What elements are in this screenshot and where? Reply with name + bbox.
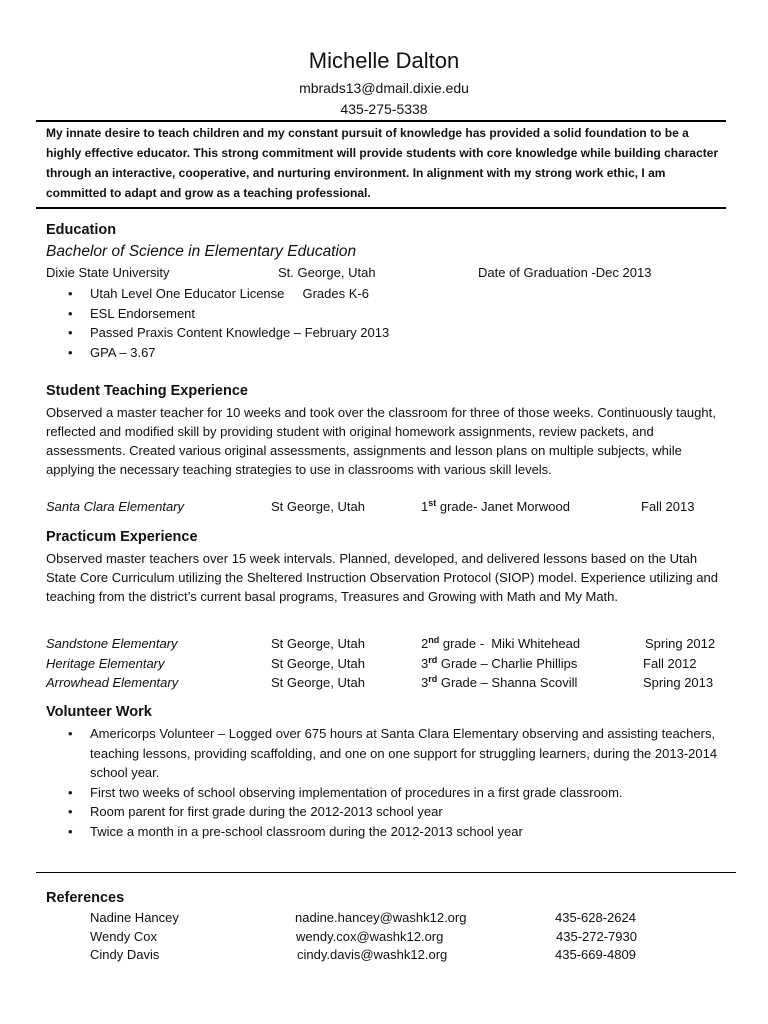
experience-location: St George, Utah xyxy=(271,499,365,514)
experience-location: St George, Utah xyxy=(271,656,365,671)
references-divider xyxy=(36,872,736,873)
student-teaching-heading: Student Teaching Experience xyxy=(46,383,248,399)
experience-term: Fall 2013 xyxy=(641,499,695,514)
list-item-text: GPA – 3.67 xyxy=(90,345,156,361)
grade-teacher: grade - Miki Whitehead xyxy=(439,636,581,651)
applicant-name: Michelle Dalton xyxy=(308,48,460,73)
experience-grade xyxy=(421,656,577,671)
reference-email: wendy.cox@washk12.org xyxy=(296,929,444,944)
education-heading: Education xyxy=(46,222,117,238)
reference-name: Cindy Davis xyxy=(90,947,160,962)
university-name: Dixie State University xyxy=(46,265,170,280)
grade-number: 2 xyxy=(421,636,429,651)
list-item-text: Americorps Volunteer – Logged over 675 hours at Santa Clara Elementary observing and assisting teachers, teaching lessons, providing scaffolding, and one on one support for struggling learners, during the 2013-2014 school year. xyxy=(90,726,718,780)
volunteer-heading: Volunteer Work xyxy=(46,704,152,720)
experience-school: Heritage Elementary xyxy=(46,656,165,671)
list-item xyxy=(46,284,389,304)
experience-term: Spring 2013 xyxy=(643,675,714,690)
reference-phone: 435-669-4809 xyxy=(555,947,636,962)
experience-school: Sandstone Elementary xyxy=(46,636,178,651)
reference-name: Nadine Hancey xyxy=(90,910,179,925)
experience-location: St George, Utah xyxy=(271,636,365,651)
grade-suffix: rd xyxy=(428,674,438,684)
list-item-text: Utah Level One Educator License Grades K-6 xyxy=(90,286,369,301)
student-teaching-description: Observed a master teacher for 10 weeks and took over the classroom for three of those weeks. Continuously taught, reflected and modified skill by providing student with original homework assignments, review packets, and assessments. Created various original assessments, assignments and lesson plans on multiple subjects, while applying the necessary teaching strategies to use in classrooms with various skill levels. xyxy=(46,405,716,477)
degree-title: Bachelor of Science in Elementary Education xyxy=(46,243,357,260)
experience-grade xyxy=(421,675,577,690)
references-heading: References xyxy=(46,890,125,906)
list-item xyxy=(46,323,389,343)
experience-school: Santa Clara Elementary xyxy=(46,499,185,514)
practicum-description: Observed master teachers over 15 week intervals. Planned, developed, and delivered lessons based on the Utah State Core Curriculum utilizing the Sheltered Instruction Observation Protocol (SIOP) model. Experience utilizing and teaching from the district’s current basal programs, Treasures and Growing with Math and My Math. xyxy=(46,551,718,604)
list-item-text: Passed Praxis Content Knowledge – February 2013 xyxy=(90,325,390,341)
reference-name: Wendy Cox xyxy=(90,929,157,944)
experience-location: St George, Utah xyxy=(271,675,365,690)
graduation-date: Date of Graduation -Dec 2013 xyxy=(478,265,652,280)
list-item xyxy=(46,783,722,803)
experience-term: Spring 2012 xyxy=(645,636,716,651)
list-item xyxy=(46,802,722,822)
grade-number: 3 xyxy=(421,675,429,690)
reference-phone: 435-628-2624 xyxy=(555,910,636,925)
list-item xyxy=(46,724,722,783)
experience-school: Arrowhead Elementary xyxy=(46,675,179,690)
grade-number: 3 xyxy=(421,656,429,671)
education-list xyxy=(46,284,389,363)
list-item xyxy=(46,343,389,363)
reference-email: cindy.davis@washk12.org xyxy=(297,947,448,962)
list-item xyxy=(46,304,389,324)
reference-phone: 435-272-7930 xyxy=(556,929,637,944)
experience-term: Fall 2012 xyxy=(643,656,697,671)
experience-grade xyxy=(421,636,580,651)
objective-statement: My innate desire to teach children and my constant pursuit of knowledge has provided a solid foundation to be a highly effective educator. This strong commitment will provide students with core knowledge while building character through an interactive, cooperative, and nurturing environment. In alignment with my strong work ethic, I am committed to adapt and grow as a teaching professional. xyxy=(46,126,719,200)
list-item-text: Twice a month in a pre-school classroom during the 2012-2013 school year xyxy=(90,823,523,839)
list-item-text: ESL Endorsement xyxy=(90,305,196,321)
grade-suffix: nd xyxy=(428,635,440,645)
grade-teacher: grade- Janet Morwood xyxy=(436,499,570,514)
university-location: St. George, Utah xyxy=(278,265,376,280)
grade-suffix: st xyxy=(428,498,437,508)
grade-suffix: rd xyxy=(428,655,438,665)
volunteer-list xyxy=(46,724,722,841)
grade-number: 1 xyxy=(421,499,429,514)
grade-teacher: Grade – Shanna Scovill xyxy=(437,675,578,690)
experience-grade xyxy=(421,499,570,514)
list-item-text: Room parent for first grade during the 2012-2013 school year xyxy=(90,804,443,819)
applicant-email: mbrads13@dmail.dixie.edu xyxy=(299,80,469,96)
objective-divider xyxy=(36,207,726,209)
list-item-text: First two weeks of school observing implementation of procedures in a first grade classroom. xyxy=(90,784,623,800)
top-divider xyxy=(36,120,726,122)
reference-email: nadine.hancey@washk12.org xyxy=(295,910,467,925)
applicant-phone: 435-275-5338 xyxy=(340,101,428,117)
practicum-heading: Practicum Experience xyxy=(46,529,198,545)
grade-teacher: Grade – Charlie Phillips xyxy=(437,656,578,671)
list-item xyxy=(46,822,722,842)
